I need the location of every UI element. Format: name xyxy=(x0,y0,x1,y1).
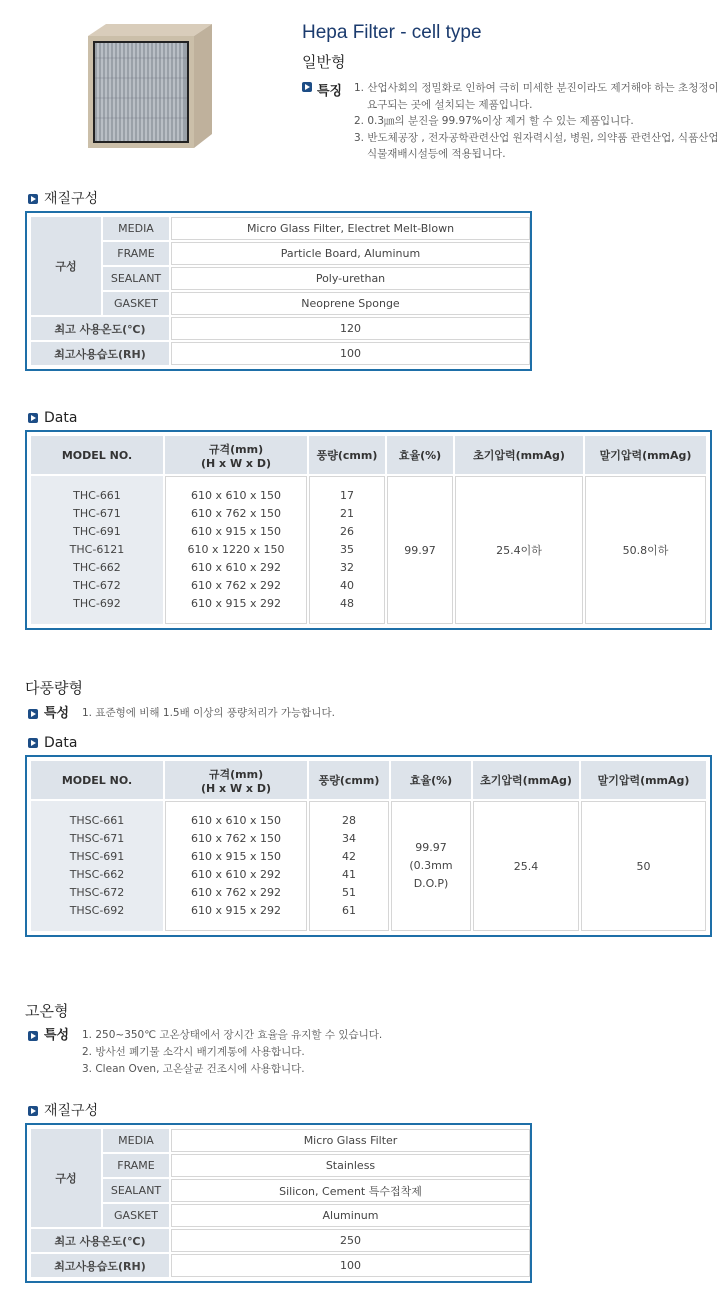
feature-item: 2. 0.3㎛의 분진을 99.97%이상 제거 할 수 있는 제품입니다. xyxy=(354,115,634,127)
final-pressure-value: 50 xyxy=(581,801,706,931)
feature-block xyxy=(302,80,722,163)
material-label: FRAME xyxy=(103,1154,169,1177)
model-no: THSC-692 xyxy=(69,904,125,917)
flow-value: 34 xyxy=(342,832,356,845)
temp-label: 최고 사용온도(℃) xyxy=(31,1229,169,1252)
initial-pressure-value: 25.4이하 xyxy=(455,476,583,624)
temp-value: 120 xyxy=(171,317,530,340)
data-heading: Data xyxy=(28,410,77,426)
material-table-1 xyxy=(25,211,532,371)
flow-value: 51 xyxy=(342,886,356,899)
model-no: THC-661 xyxy=(73,489,121,502)
bullet-arrow-icon xyxy=(28,709,38,719)
initial-pressure-value: 25.4 xyxy=(473,801,579,931)
size-cell xyxy=(165,476,307,624)
size-value: 610 x 915 x 150 xyxy=(191,525,281,538)
size-value: 610 x 915 x 150 xyxy=(191,850,281,863)
size-value: 610 x 610 x 150 xyxy=(191,489,281,502)
size-value: 610 x 762 x 292 xyxy=(191,886,281,899)
size-value: 610 x 610 x 292 xyxy=(191,561,281,574)
size-value: 610 x 915 x 292 xyxy=(191,904,281,917)
column-header: 말기압력(mmAg) xyxy=(585,436,706,474)
data-heading: Data xyxy=(28,735,77,751)
bullet-arrow-icon xyxy=(28,1031,38,1041)
column-header: 효율(%) xyxy=(391,761,471,799)
humidity-value: 100 xyxy=(171,342,530,365)
size-value: 610 x 610 x 150 xyxy=(191,814,281,827)
model-no: THC-6121 xyxy=(69,543,125,556)
multi-feature-label: 특성 xyxy=(28,702,69,721)
material-table-2 xyxy=(25,1123,532,1283)
material-value: Particle Board, Aluminum xyxy=(171,242,530,265)
flow-value: 41 xyxy=(342,868,356,881)
type-subtitle: 일반형 xyxy=(302,53,346,71)
column-header: 규격(mm) (H x W x D) xyxy=(165,436,307,474)
flow-value: 28 xyxy=(342,814,356,827)
efficiency-value: 99.97 (0.3mm D.O.P) xyxy=(391,801,471,931)
material-value: Micro Glass Filter, Electret Melt-Blown xyxy=(171,217,530,240)
size-cell xyxy=(165,801,307,931)
material-label: MEDIA xyxy=(103,217,169,240)
material-value: Aluminum xyxy=(171,1204,530,1227)
humidity-value: 100 xyxy=(171,1254,530,1277)
bullet-arrow-icon xyxy=(28,413,38,423)
material-value: Silicon, Cement 특수접착제 xyxy=(171,1179,530,1202)
flow-cell xyxy=(309,801,389,931)
high-temp-feature-list xyxy=(82,1027,382,1078)
bullet-arrow-icon xyxy=(28,1106,38,1116)
bullet-arrow-icon xyxy=(28,194,38,204)
model-no: THSC-662 xyxy=(69,868,125,881)
flow-value: 17 xyxy=(340,489,354,502)
feature-list xyxy=(302,80,722,163)
high-temp-heading: 고온형 xyxy=(25,1002,69,1020)
flow-value: 35 xyxy=(340,543,354,556)
size-value: 610 x 610 x 292 xyxy=(191,868,281,881)
model-no: THC-662 xyxy=(73,561,121,574)
material-heading: 재질구성 xyxy=(28,188,98,208)
material-value: Poly-urethan xyxy=(171,267,530,290)
temp-label: 최고 사용온도(℃) xyxy=(31,317,169,340)
model-no: THSC-672 xyxy=(69,886,125,899)
hepa-filter-image xyxy=(84,22,214,150)
column-header: MODEL NO. xyxy=(31,436,163,474)
model-no: THC-692 xyxy=(73,597,121,610)
material-heading: 재질구성 xyxy=(28,1100,98,1120)
column-header: 풍량(cmm) xyxy=(309,761,389,799)
flow-value: 32 xyxy=(340,561,354,574)
material-value: Micro Glass Filter xyxy=(171,1129,530,1152)
flow-value: 48 xyxy=(340,597,354,610)
multi-flow-heading: 다풍량형 xyxy=(25,679,83,697)
feature-item: 3. 반도체공장 , 전자공학관련산업 원자력시설, 병원, 의약품 관련산업, 식품산업 식물재배시설등에 적용됩니다. xyxy=(354,131,719,160)
material-label: SEALANT xyxy=(103,267,169,290)
flow-cell xyxy=(309,476,385,624)
column-header: 말기압력(mmAg) xyxy=(581,761,706,799)
size-value: 610 x 762 x 150 xyxy=(191,507,281,520)
model-no: THC-691 xyxy=(73,525,121,538)
final-pressure-value: 50.8이하 xyxy=(585,476,706,624)
material-label: FRAME xyxy=(103,242,169,265)
data-table-1 xyxy=(25,430,712,630)
flow-value: 26 xyxy=(340,525,354,538)
material-label: GASKET xyxy=(103,1204,169,1227)
feature-item: 2. 방사선 폐기물 소각시 배기계통에 사용합니다. xyxy=(82,1046,305,1058)
humidity-label: 최고사용습도(RH) xyxy=(31,342,169,365)
page-title: Hepa Filter - cell type xyxy=(302,22,482,43)
temp-value: 250 xyxy=(171,1229,530,1252)
column-header: 풍량(cmm) xyxy=(309,436,385,474)
group-label: 구성 xyxy=(31,217,101,315)
group-label: 구성 xyxy=(31,1129,101,1227)
model-cell xyxy=(31,801,163,931)
data-table-2 xyxy=(25,755,712,937)
column-header: 초기압력(mmAg) xyxy=(455,436,583,474)
bullet-arrow-icon xyxy=(302,82,312,92)
model-no: THSC-661 xyxy=(69,814,125,827)
material-label: SEALANT xyxy=(103,1179,169,1202)
column-header: 초기압력(mmAg) xyxy=(473,761,579,799)
feature-item: 1. 산업사회의 정밀화로 인하여 극히 미세한 분진이라도 제거해야 하는 초청정이 요구되는 곳에 설치되는 제품입니다. xyxy=(354,82,719,111)
humidity-label: 최고사용습도(RH) xyxy=(31,1254,169,1277)
model-no: THC-671 xyxy=(73,507,121,520)
bullet-arrow-icon xyxy=(28,738,38,748)
model-cell xyxy=(31,476,163,624)
feature-label: 특징 xyxy=(302,80,342,99)
material-value: Stainless xyxy=(171,1154,530,1177)
size-value: 610 x 762 x 150 xyxy=(191,832,281,845)
flow-value: 61 xyxy=(342,904,356,917)
size-value: 610 x 915 x 292 xyxy=(191,597,281,610)
size-value: 610 x 1220 x 150 xyxy=(187,543,285,556)
flow-value: 40 xyxy=(340,579,354,592)
size-value: 610 x 762 x 292 xyxy=(191,579,281,592)
material-label: GASKET xyxy=(103,292,169,315)
model-no: THSC-691 xyxy=(69,850,125,863)
model-no: THC-672 xyxy=(73,579,121,592)
feature-item: 1. 250~350℃ 고온상태에서 장시간 효율을 유지할 수 있습니다. xyxy=(82,1029,383,1041)
material-label: MEDIA xyxy=(103,1129,169,1152)
multi-feature-text: 1. 표준형에 비해 1.5배 이상의 풍량처리가 가능합니다. xyxy=(82,707,335,719)
flow-value: 21 xyxy=(340,507,354,520)
feature-item: 3. Clean Oven, 고온살균 건조시에 사용합니다. xyxy=(82,1063,305,1075)
column-header: 규격(mm) (H x W x D) xyxy=(165,761,307,799)
high-temp-feature-label: 특성 xyxy=(28,1024,69,1043)
flow-value: 42 xyxy=(342,850,356,863)
efficiency-value: 99.97 xyxy=(387,476,453,624)
column-header: MODEL NO. xyxy=(31,761,163,799)
column-header: 효율(%) xyxy=(387,436,453,474)
model-no: THSC-671 xyxy=(69,832,125,845)
material-value: Neoprene Sponge xyxy=(171,292,530,315)
